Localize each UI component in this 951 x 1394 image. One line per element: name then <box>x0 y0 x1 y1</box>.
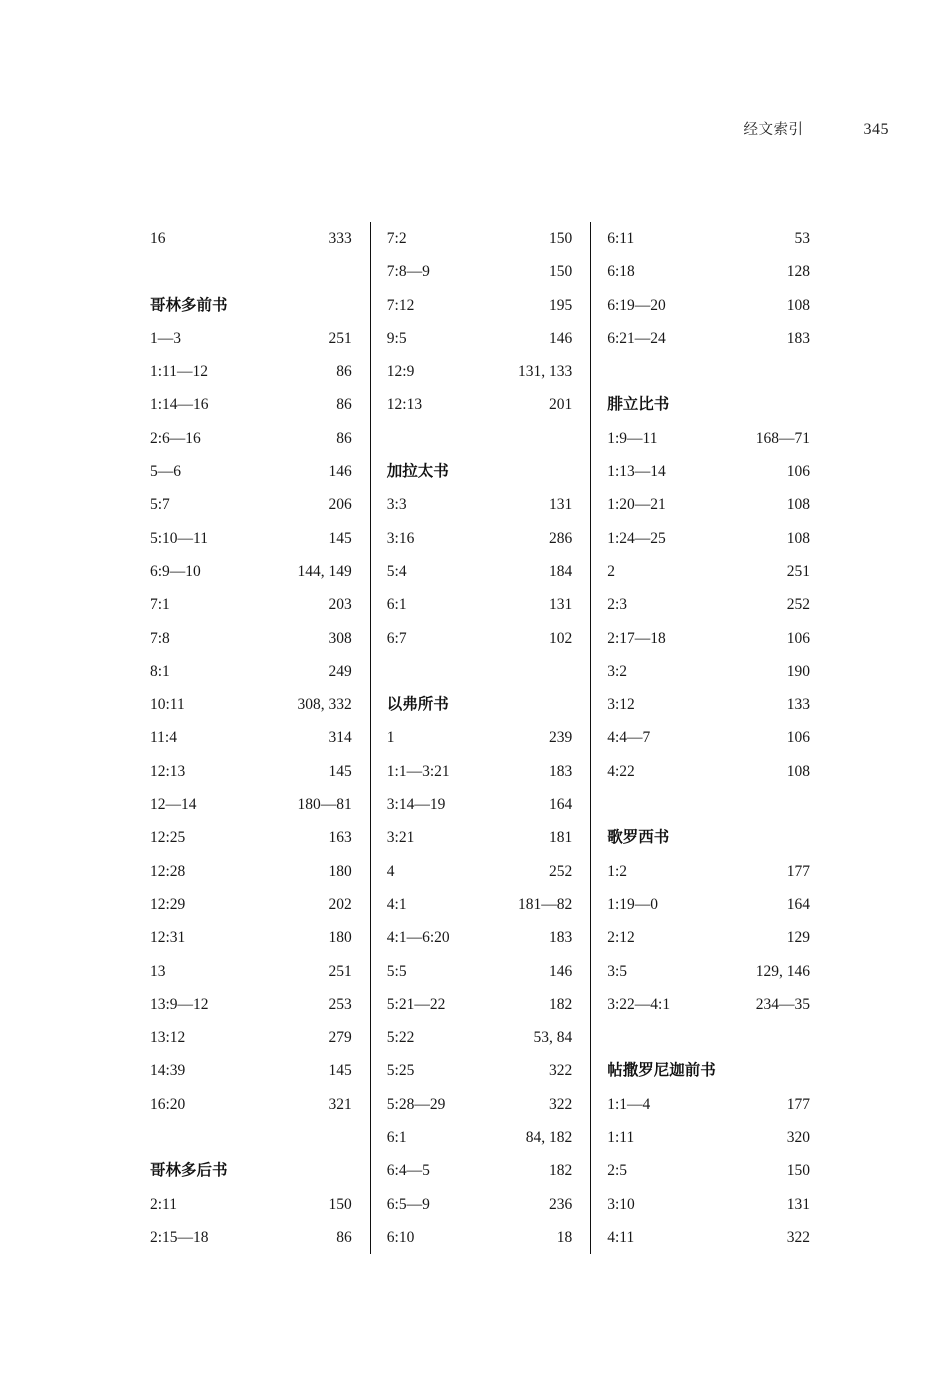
entry-pages: 129 <box>786 929 810 947</box>
index-entry <box>150 1188 352 1221</box>
entry-pages: 251 <box>328 962 352 980</box>
entry-reference: 6:19—20 <box>607 296 666 314</box>
index-entry <box>387 322 572 355</box>
index-entry <box>387 222 572 255</box>
entry-pages: 150 <box>786 1162 810 1180</box>
entry-pages: 163 <box>328 829 352 847</box>
index-entry <box>607 588 810 621</box>
index-entry <box>607 622 810 655</box>
entry-pages: 86 <box>336 429 352 447</box>
entry-reference: 3:12 <box>607 696 635 714</box>
index-entry <box>150 422 352 455</box>
book-heading: 加拉太书 <box>386 462 449 481</box>
index-entry <box>607 455 810 488</box>
entry-reference: 1:13—14 <box>607 463 666 481</box>
entry-pages: 146 <box>328 463 352 481</box>
entry-pages: 286 <box>549 529 573 547</box>
index-entry <box>387 988 572 1021</box>
entry-reference: 5:7 <box>150 496 170 514</box>
entry-pages: 108 <box>786 296 810 314</box>
entry-pages: 150 <box>328 1195 352 1213</box>
index-column-1 <box>150 222 370 1254</box>
entry-pages: 108 <box>786 529 810 547</box>
entry-pages: 251 <box>328 329 352 347</box>
entry-reference: 13:9—12 <box>150 995 209 1013</box>
entry-reference: 2:3 <box>607 596 628 614</box>
entry-pages: 146 <box>549 329 573 347</box>
entry-reference: 12:9 <box>386 363 415 381</box>
index-entry <box>607 688 810 721</box>
index-entry <box>607 655 810 688</box>
entry-pages: 239 <box>549 729 573 747</box>
index-entry <box>150 522 352 555</box>
entry-reference: 8:1 <box>150 662 170 680</box>
entry-pages: 180—81 <box>297 796 352 814</box>
entry-pages: 108 <box>786 762 810 780</box>
index-entry <box>150 355 352 388</box>
entry-pages: 145 <box>328 762 352 780</box>
entry-reference: 12:29 <box>150 895 186 913</box>
entry-pages: 164 <box>549 796 573 814</box>
entry-pages: 236 <box>549 1195 573 1213</box>
entry-reference: 5:25 <box>386 1062 415 1080</box>
entry-reference: 9:5 <box>386 329 407 347</box>
entry-pages: 190 <box>786 662 810 680</box>
entry-reference: 6:11 <box>607 230 635 247</box>
entry-reference: 4:1 <box>386 895 407 913</box>
entry-pages: 102 <box>549 629 573 647</box>
entry-reference: 1:24—25 <box>607 529 666 547</box>
entry-pages: 177 <box>786 1095 810 1113</box>
index-entry <box>150 1221 352 1254</box>
index-entry <box>150 855 352 888</box>
book-heading: 哥林多后书 <box>150 1161 228 1180</box>
entry-pages: 183 <box>549 762 573 780</box>
entry-pages: 84, 182 <box>525 1129 573 1147</box>
entry-pages: 253 <box>328 995 352 1013</box>
entry-pages: 322 <box>549 1062 573 1080</box>
entry-pages: 53 <box>794 230 810 247</box>
entry-pages: 322 <box>549 1095 573 1113</box>
entry-reference: 2:11 <box>150 1195 177 1213</box>
entry-reference: 4:4—7 <box>607 729 651 747</box>
index-entry <box>607 721 810 754</box>
entry-reference: 1:20—21 <box>607 496 666 514</box>
entry-reference: 3:3 <box>386 496 407 514</box>
index-entry <box>150 688 352 721</box>
entry-pages: 183 <box>786 329 810 347</box>
entry-reference: 2:15—18 <box>150 1228 209 1246</box>
entry-reference: 3:10 <box>607 1195 635 1213</box>
book-heading: 腓立比书 <box>607 395 670 414</box>
index-entry <box>150 955 352 988</box>
entry-reference: 3:2 <box>607 662 628 680</box>
entry-reference: 7:12 <box>386 296 415 314</box>
entry-reference: 12:13 <box>150 762 186 780</box>
index-entry <box>387 255 572 288</box>
entry-reference: 6:4—5 <box>386 1162 430 1180</box>
section-spacer <box>150 1121 352 1154</box>
entry-reference: 6:1 <box>386 596 407 614</box>
entry-pages: 86 <box>336 396 352 414</box>
entry-pages: 321 <box>328 1095 352 1113</box>
entry-pages: 183 <box>549 929 573 947</box>
entry-reference: 5:28—29 <box>386 1095 446 1113</box>
entry-pages: 249 <box>328 662 352 680</box>
index-entry <box>607 955 810 988</box>
entry-reference: 7:2 <box>386 230 407 247</box>
running-head <box>744 118 890 139</box>
index-entry <box>150 721 352 754</box>
entry-reference: 6:1 <box>386 1129 407 1147</box>
entry-pages: 150 <box>549 263 573 281</box>
index-entry <box>607 888 810 921</box>
index-entry <box>150 322 352 355</box>
index-entry <box>387 555 572 588</box>
entry-reference: 13 <box>150 962 166 980</box>
entry-reference: 7:8—9 <box>386 263 430 281</box>
section-spacer <box>387 422 572 455</box>
entry-reference: 3:21 <box>386 829 415 847</box>
entry-reference: 12:13 <box>386 396 423 414</box>
entry-pages: 182 <box>549 1162 573 1180</box>
index-entry <box>607 322 810 355</box>
entry-reference: 2:17—18 <box>607 629 666 647</box>
index-entry <box>150 888 352 921</box>
index-entry <box>607 1188 810 1221</box>
entry-pages: 181 <box>549 829 573 847</box>
index-entry <box>607 289 810 322</box>
index-entry <box>387 1221 572 1254</box>
entry-reference: 5:4 <box>386 562 407 580</box>
entry-pages: 108 <box>786 496 810 514</box>
index-entry <box>150 622 352 655</box>
entry-reference: 12:25 <box>150 829 186 847</box>
index-entry <box>150 988 352 1021</box>
index-entry <box>150 1088 352 1121</box>
index-entry <box>150 555 352 588</box>
page-number: 345 <box>863 121 889 138</box>
entry-reference: 12:28 <box>150 862 186 880</box>
section-spacer <box>607 788 810 821</box>
entry-pages: 131 <box>549 496 573 514</box>
index-entry <box>387 1154 572 1187</box>
entry-reference: 7:1 <box>150 596 170 614</box>
entry-pages: 182 <box>549 995 573 1013</box>
entry-pages: 234—35 <box>755 995 810 1013</box>
entry-reference: 6:18 <box>607 263 635 281</box>
entry-pages: 129, 146 <box>755 962 810 980</box>
entry-pages: 320 <box>786 1129 810 1147</box>
book-heading: 帖撒罗尼迦前书 <box>607 1061 716 1080</box>
entry-pages: 168—71 <box>755 429 810 447</box>
entry-reference: 10:11 <box>150 696 185 714</box>
entry-pages: 86 <box>336 363 352 381</box>
entry-reference: 11:4 <box>150 729 177 747</box>
book-heading: 以弗所书 <box>386 695 449 714</box>
entry-reference: 3:16 <box>386 529 415 547</box>
entry-reference: 2:6—16 <box>150 429 201 447</box>
entry-reference: 1:2 <box>607 862 628 880</box>
entry-pages: 145 <box>328 529 352 547</box>
index-entry <box>607 755 810 788</box>
index-entry <box>387 588 572 621</box>
index-entry <box>387 1188 572 1221</box>
entry-pages: 106 <box>786 629 810 647</box>
index-entry <box>607 855 810 888</box>
index-entry <box>387 622 572 655</box>
entry-reference: 1:11—12 <box>150 363 208 381</box>
index-entry <box>607 522 810 555</box>
entry-reference: 6:10 <box>386 1228 415 1246</box>
entry-reference: 5:5 <box>386 962 407 980</box>
entry-pages: 308 <box>328 629 352 647</box>
entry-reference: 3:5 <box>607 962 628 980</box>
entry-pages: 133 <box>786 696 810 714</box>
entry-pages: 184 <box>549 562 573 580</box>
entry-pages: 333 <box>328 230 352 247</box>
section-spacer <box>150 255 352 288</box>
index-entry <box>607 422 810 455</box>
entry-reference: 1:9—11 <box>607 429 658 447</box>
index-columns <box>150 222 810 1254</box>
index-entry <box>607 1121 810 1154</box>
entry-pages: 180 <box>328 929 352 947</box>
index-entry <box>387 855 572 888</box>
book-heading: 歌罗西书 <box>607 828 670 847</box>
index-entry <box>607 1088 810 1121</box>
entry-reference: 4:1—6:20 <box>386 929 450 947</box>
entry-pages: 131 <box>786 1195 810 1213</box>
index-entry <box>150 588 352 621</box>
index-entry <box>387 755 572 788</box>
section-spacer <box>607 355 810 388</box>
index-entry <box>387 355 572 388</box>
entry-pages: 203 <box>328 596 352 614</box>
index-entry <box>387 821 572 854</box>
book-heading: 哥林多前书 <box>150 295 228 314</box>
entry-reference: 5:22 <box>386 1029 415 1047</box>
entry-reference: 1 <box>386 729 395 747</box>
entry-pages: 106 <box>786 729 810 747</box>
index-entry <box>607 222 810 255</box>
entry-reference: 3:14—19 <box>386 796 446 814</box>
index-entry <box>150 655 352 688</box>
entry-reference: 1:11 <box>607 1129 635 1147</box>
entry-pages: 201 <box>549 396 573 414</box>
index-entry <box>150 1054 352 1087</box>
index-entry <box>150 755 352 788</box>
entry-pages: 144, 149 <box>297 562 352 580</box>
entry-reference: 13:12 <box>150 1029 186 1047</box>
section-spacer <box>607 1021 810 1054</box>
index-entry <box>387 1121 572 1154</box>
entry-reference: 16:20 <box>150 1095 186 1113</box>
entry-pages: 252 <box>786 596 810 614</box>
index-entry <box>607 1221 810 1254</box>
entry-pages: 206 <box>328 496 352 514</box>
entry-reference: 5:21—22 <box>386 995 446 1013</box>
index-entry <box>150 921 352 954</box>
index-entry <box>387 888 572 921</box>
entry-pages: 202 <box>328 895 352 913</box>
section-spacer <box>387 655 572 688</box>
entry-pages: 106 <box>786 463 810 481</box>
index-entry <box>150 455 352 488</box>
entry-reference: 14:39 <box>150 1062 186 1080</box>
entry-pages: 145 <box>328 1062 352 1080</box>
index-entry <box>150 821 352 854</box>
index-column-2 <box>370 222 590 1254</box>
entry-reference: 1:1—3:21 <box>386 762 450 780</box>
entry-reference: 1—3 <box>150 329 181 347</box>
entry-pages: 322 <box>786 1228 810 1246</box>
index-entry <box>607 555 810 588</box>
index-entry <box>150 788 352 821</box>
index-entry <box>387 955 572 988</box>
entry-reference: 2 <box>607 562 615 580</box>
index-entry <box>150 388 352 421</box>
index-entry <box>150 488 352 521</box>
index-entry <box>607 988 810 1021</box>
index-entry <box>607 921 810 954</box>
entry-pages: 53, 84 <box>533 1029 573 1047</box>
entry-reference: 2:5 <box>607 1162 628 1180</box>
entry-reference: 5:10—11 <box>150 529 208 547</box>
entry-reference: 3:22—4:1 <box>607 995 671 1013</box>
entry-reference: 16 <box>150 230 166 247</box>
entry-reference: 7:8 <box>150 629 170 647</box>
entry-pages: 314 <box>328 729 352 747</box>
entry-pages: 131 <box>549 596 573 614</box>
entry-pages: 146 <box>549 962 573 980</box>
entry-pages: 279 <box>328 1029 352 1047</box>
entry-reference: 6:5—9 <box>386 1195 430 1213</box>
index-entry <box>387 788 572 821</box>
entry-reference: 4:22 <box>607 762 635 780</box>
index-entry <box>387 1054 572 1087</box>
index-entry <box>387 388 572 421</box>
entry-pages: 181—82 <box>518 895 573 913</box>
entry-pages: 128 <box>786 263 810 281</box>
entry-reference: 12:31 <box>150 929 186 947</box>
index-entry <box>150 222 352 255</box>
entry-reference: 6:9—10 <box>150 562 201 580</box>
entry-pages: 86 <box>336 1228 352 1246</box>
index-entry <box>387 721 572 754</box>
index-entry <box>607 255 810 288</box>
entry-reference: 12—14 <box>150 796 197 814</box>
index-entry <box>387 522 572 555</box>
entry-pages: 252 <box>549 862 573 880</box>
entry-reference: 6:7 <box>386 629 407 647</box>
index-entry <box>387 921 572 954</box>
entry-pages: 164 <box>786 895 810 913</box>
entry-reference: 1:19—0 <box>607 895 659 913</box>
entry-pages: 150 <box>549 230 573 247</box>
index-entry <box>387 289 572 322</box>
entry-reference: 4 <box>386 862 395 880</box>
index-entry <box>387 488 572 521</box>
entry-pages: 18 <box>556 1228 573 1246</box>
running-head-title: 经文索引 <box>743 122 804 138</box>
entry-pages: 131, 133 <box>518 363 573 381</box>
entry-pages: 195 <box>549 296 573 314</box>
index-entry <box>387 1088 572 1121</box>
index-column-3 <box>590 222 810 1254</box>
entry-pages: 251 <box>786 562 810 580</box>
index-entry <box>607 1154 810 1187</box>
entry-reference: 1:14—16 <box>150 396 209 414</box>
index-entry <box>150 1021 352 1054</box>
index-entry <box>387 1021 572 1054</box>
entry-pages: 308, 332 <box>297 696 352 714</box>
entry-reference: 2:12 <box>607 929 635 947</box>
index-entry <box>607 488 810 521</box>
entry-pages: 177 <box>786 862 810 880</box>
entry-pages: 180 <box>328 862 352 880</box>
entry-reference: 1:1—4 <box>607 1095 651 1113</box>
entry-reference: 5—6 <box>150 463 181 481</box>
entry-reference: 6:21—24 <box>607 329 666 347</box>
entry-reference: 4:11 <box>607 1228 635 1246</box>
